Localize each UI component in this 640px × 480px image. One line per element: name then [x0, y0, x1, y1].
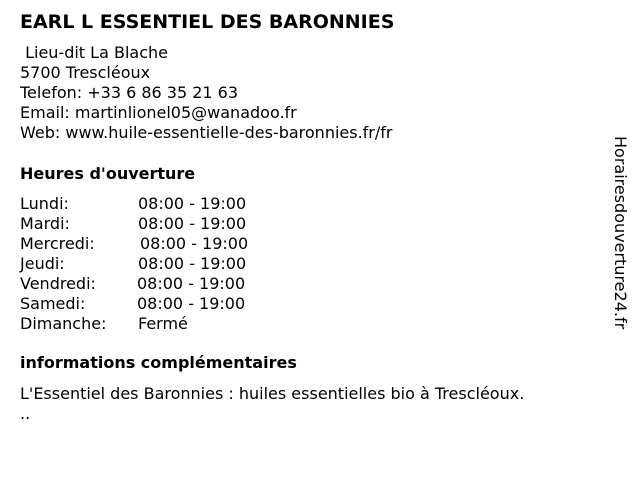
business-name-title: EARL L ESSENTIEL DES BARONNIES: [20, 11, 395, 33]
hours-row-saturday: [20, 294, 320, 314]
contact-block: [20, 43, 392, 143]
hours-time-value: 08:00 - 19:00: [137, 274, 246, 293]
hours-time-value: Fermé: [138, 314, 188, 333]
address-line-street: Lieu-dit La Blache: [20, 43, 168, 62]
hours-day-label: Samedi:: [20, 294, 86, 313]
hours-row-monday: [20, 194, 320, 214]
hours-row-thursday: [20, 254, 320, 274]
email-line: Email: martinlionel05@wanadoo.fr: [20, 103, 297, 122]
hours-time-value: 08:00 - 19:00: [137, 294, 246, 313]
hours-row-sunday: [20, 314, 320, 334]
hours-day-label: Mardi:: [20, 214, 70, 233]
description-line: L'Essentiel des Baronnies : huiles essentielles bio à Trescléoux.: [20, 384, 525, 403]
website-line: Web: www.huile-essentielle-des-baronnies.fr/fr: [20, 123, 393, 142]
hours-day-label: Lundi:: [20, 194, 69, 213]
hours-row-friday: [20, 274, 320, 294]
hours-day-label: Dimanche:: [20, 314, 107, 333]
opening-hours-heading: Heures d'ouverture: [20, 164, 196, 183]
hours-time-value: 08:00 - 19:00: [138, 194, 247, 213]
hours-row-tuesday: [20, 214, 320, 234]
description-ellipsis: ..: [20, 404, 31, 423]
hours-day-label: Vendredi:: [20, 274, 96, 293]
hours-row-wednesday: [20, 234, 320, 254]
additional-info-text: [20, 384, 524, 424]
site-brand-watermark: Horairesdouverture24.fr: [611, 136, 630, 330]
opening-hours-table: [20, 194, 320, 334]
additional-info-heading: informations complémentaires: [20, 353, 297, 372]
hours-time-value: 08:00 - 19:00: [140, 234, 249, 253]
hours-time-value: 08:00 - 19:00: [138, 254, 247, 273]
hours-time-value: 08:00 - 19:00: [138, 214, 247, 233]
hours-day-label: Jeudi:: [20, 254, 65, 273]
address-line-city: 5700 Trescléoux: [20, 63, 151, 82]
hours-day-label: Mercredi:: [20, 234, 95, 253]
phone-line: Telefon: +33 6 86 35 21 63: [20, 83, 239, 102]
